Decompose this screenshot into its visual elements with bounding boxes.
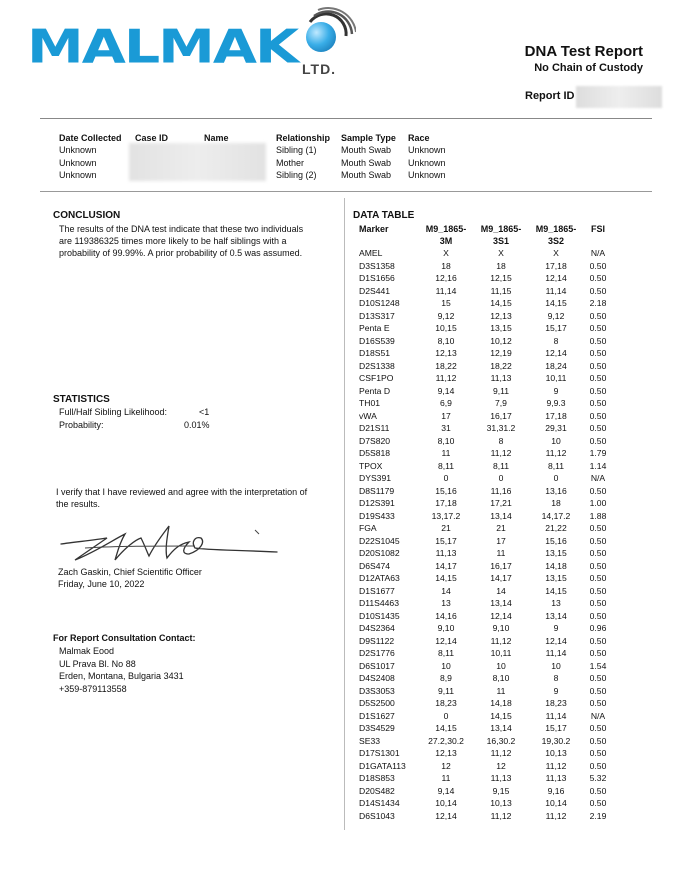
fsi-cell: 1.54: [589, 660, 607, 671]
allele-3s1-cell: 11,12: [490, 448, 512, 458]
stat-value: <1: [199, 407, 210, 417]
fsi-cell: 0.50: [589, 648, 607, 658]
contact-title: For Report Consultation Contact:: [53, 633, 196, 643]
fsi-cell: 0.50: [589, 535, 607, 546]
sample-race: Unknown: [408, 157, 446, 168]
fsi-cell: 0.50: [589, 560, 607, 571]
allele-3m-cell: 14,16: [435, 610, 457, 621]
allele-3m-cell: 12,16: [435, 273, 457, 283]
fsi-cell: 0.50: [589, 323, 607, 333]
allele-3m-cell: 12,13: [435, 748, 457, 758]
marker-cell: D5S2500: [359, 698, 395, 708]
allele-3s1-cell: 9,15: [492, 785, 510, 796]
allele-3s1-cell: 21: [496, 523, 506, 533]
marker-cell: CSF1PO: [359, 373, 394, 383]
allele-3m-cell: 15,16: [435, 485, 457, 496]
column-divider: [344, 198, 345, 830]
signer-name: Zach Gaskin, Chief Scientific Officer: [58, 567, 202, 577]
fsi-cell: 0.50: [589, 335, 607, 346]
col-case-id: Case ID: [135, 133, 169, 143]
allele-3s2-cell: 9: [553, 685, 559, 696]
allele-3s2-cell: 14,15: [545, 298, 567, 308]
stat-label: Full/Half Sibling Likelihood:: [59, 407, 168, 417]
verification-text: [56, 486, 341, 510]
sample-race: Unknown: [408, 170, 446, 180]
report-id-label: Report ID: [525, 90, 575, 102]
allele-3m-cell: 21: [441, 523, 451, 533]
allele-3s2-cell: 10,13: [545, 748, 567, 758]
fsi-cell: 0.50: [589, 398, 607, 408]
data-table-title: DATA TABLE: [353, 210, 415, 221]
allele-3s1-cell: 14,15: [490, 298, 512, 308]
allele-3s2-cell: 12,14: [545, 273, 567, 283]
allele-3s2-cell: 13,15: [545, 573, 567, 583]
col-date-collected: Date Collected: [59, 133, 122, 143]
fsi-cell: 0.50: [589, 260, 607, 271]
allele-3m-cell: 31: [441, 423, 451, 433]
allele-3s2-cell: 13: [551, 598, 561, 608]
col-name: Name: [204, 133, 229, 143]
allele-3s2-cell: 11,13: [545, 773, 567, 783]
allele-3m-cell: 11: [441, 448, 451, 458]
signer-date: Friday, June 10, 2022: [58, 579, 145, 589]
allele-3s2-cell: 11,14: [545, 648, 567, 658]
allele-3s2-cell: 11,14: [545, 710, 567, 721]
allele-3m-cell: 11,13: [435, 548, 457, 558]
allele-3m-cell: 8,9: [440, 673, 452, 683]
stat-label: Probability:: [59, 420, 104, 430]
marker-cell: D12ATA63: [359, 573, 400, 583]
allele-3s1-cell: 11,13: [490, 773, 512, 783]
allele-3m-cell: X: [443, 248, 449, 258]
col-header-line: 3S1: [492, 236, 509, 246]
allele-3m-cell: 11: [441, 773, 451, 783]
sample-relationship: Sibling (2): [276, 170, 317, 180]
samples-divider: [40, 191, 652, 192]
fsi-cell: 0.50: [589, 548, 607, 558]
fsi-cell: 0.50: [589, 348, 607, 358]
allele-3m-cell: 18,22: [435, 360, 457, 371]
allele-3m-cell: 14,15: [435, 723, 457, 733]
allele-3s2-cell: 11,12: [545, 448, 567, 458]
allele-3m-cell: 11,14: [435, 285, 457, 296]
marker-cell: D17S1301: [359, 748, 400, 758]
marker-cell: D3S4529: [359, 723, 395, 733]
allele-3s2-cell: 10: [551, 660, 561, 671]
col-sample-3m: [420, 223, 472, 247]
allele-3s2-cell: 12,14: [545, 348, 567, 358]
allele-3s2-cell: 18,23: [545, 698, 567, 708]
sample-type: Mouth Swab: [341, 157, 392, 168]
conclusion-title: CONCLUSION: [53, 210, 121, 221]
report-title: DNA Test Report: [524, 43, 643, 60]
col-fsi: FSI: [590, 224, 605, 234]
allele-3m-cell: 12: [441, 760, 451, 771]
allele-3m-cell: 0: [443, 473, 449, 483]
allele-3s1-cell: 12,14: [490, 610, 512, 621]
allele-3s1-cell: 13,15: [490, 323, 512, 333]
verify-line: I verify that I have reviewed and agree with the interpretation of: [56, 487, 308, 497]
allele-3m-cell: 18,23: [435, 698, 457, 708]
allele-3s1-cell: 8,11: [492, 460, 510, 471]
allele-3s2-cell: 15,16: [545, 535, 567, 546]
col-sample-3s1: [475, 223, 527, 247]
verify-line: the results.: [56, 499, 101, 509]
allele-3s1-cell: 8: [498, 435, 504, 446]
marker-cell: D14S1434: [359, 798, 400, 808]
allele-3s1-cell: 11,12: [490, 810, 512, 821]
allele-3s2-cell: 17,18: [545, 410, 567, 421]
allele-3m-cell: 9,11: [437, 685, 455, 696]
allele-3m-cell: 17,18: [435, 498, 457, 508]
allele-3s1-cell: 14,18: [490, 698, 512, 708]
contact-line: Erden, Montana, Bulgaria 3431: [59, 671, 184, 682]
marker-cell: D4S2408: [359, 673, 395, 683]
allele-3m-cell: 13: [441, 598, 451, 608]
allele-3s1-cell: 10,11: [490, 648, 512, 658]
allele-3s1-cell: 9,10: [492, 623, 510, 633]
statistics-title: STATISTICS: [53, 394, 110, 405]
conclusion-text: [59, 223, 339, 259]
allele-3s1-cell: 13,14: [490, 598, 512, 608]
allele-3s2-cell: 10: [551, 435, 561, 446]
allele-3s1-cell: 18,22: [490, 360, 512, 371]
sample-relationship: Mother: [276, 157, 305, 168]
fsi-cell: N/A: [590, 710, 606, 721]
allele-3s2-cell: 11,12: [545, 760, 567, 771]
fsi-cell: 0.50: [589, 523, 607, 533]
company-logo: MALMAK: [27, 19, 298, 75]
allele-3m-cell: 0: [443, 710, 449, 721]
fsi-cell: 0.50: [589, 435, 607, 446]
fsi-cell: 0.50: [589, 760, 607, 771]
fsi-cell: 0.50: [589, 785, 607, 796]
allele-3s2-cell: 15,17: [545, 323, 567, 333]
marker-cell: D7S820: [359, 435, 391, 446]
marker-cell: AMEL: [359, 248, 383, 258]
allele-3s1-cell: 8,10: [492, 673, 510, 683]
fsi-cell: 0.50: [589, 798, 607, 808]
fsi-cell: 0.50: [589, 285, 607, 296]
allele-3s1-cell: X: [498, 248, 504, 258]
allele-3m-cell: 10,14: [435, 798, 457, 808]
allele-3s2-cell: 14,17.2: [541, 510, 571, 521]
marker-cell: D16S539: [359, 335, 395, 346]
marker-cell: TH01: [359, 398, 381, 408]
allele-3s1-cell: 12: [496, 760, 506, 771]
conclusion-line: The results of the DNA test indicate that these two individuals: [59, 224, 304, 234]
marker-cell: D2S441: [359, 285, 391, 296]
fsi-cell: 2.18: [589, 298, 607, 308]
allele-3s2-cell: 19,30.2: [541, 735, 571, 746]
fsi-cell: 0.50: [589, 673, 607, 683]
allele-3s2-cell: 13,15: [545, 548, 567, 558]
allele-3s2-cell: X: [553, 248, 559, 258]
allele-3m-cell: 14: [441, 585, 451, 596]
col-sample-type: Sample Type: [341, 133, 396, 143]
allele-3s2-cell: 14,18: [545, 560, 567, 571]
fsi-cell: 1.88: [589, 510, 607, 521]
allele-3m-cell: 8,11: [437, 648, 455, 658]
marker-cell: D3S1358: [359, 260, 395, 271]
marker-cell: D10S1435: [359, 610, 400, 621]
marker-cell: FGA: [359, 523, 377, 533]
allele-3s1-cell: 11,16: [490, 485, 512, 496]
allele-3s2-cell: 8,11: [547, 460, 565, 471]
fsi-cell: 0.50: [589, 735, 607, 746]
redacted-identity: [129, 143, 266, 181]
allele-3m-cell: 8,11: [437, 460, 455, 471]
fsi-cell: 0.50: [589, 573, 607, 583]
allele-3m-cell: 9,14: [437, 785, 455, 796]
allele-3s1-cell: 11: [496, 548, 506, 558]
logo-suffix: LTD.: [302, 61, 337, 77]
marker-cell: D1S1627: [359, 710, 395, 721]
allele-3s1-cell: 18: [496, 260, 506, 271]
allele-3s1-cell: 10,13: [490, 798, 512, 808]
allele-3s2-cell: 8: [553, 335, 559, 346]
allele-3m-cell: 17: [441, 410, 451, 421]
fsi-cell: 1.79: [589, 448, 607, 458]
fsi-cell: 5.32: [589, 773, 607, 783]
marker-cell: D4S2364: [359, 623, 395, 633]
allele-3s1-cell: 16,17: [490, 560, 512, 571]
allele-3s1-cell: 31,31.2: [486, 423, 516, 433]
allele-3m-cell: 12,14: [435, 810, 457, 821]
marker-cell: SE33: [359, 735, 381, 746]
fsi-cell: 0.50: [589, 748, 607, 758]
allele-3s2-cell: 15,17: [545, 723, 567, 733]
allele-3s1-cell: 11,13: [490, 373, 512, 383]
report-subtitle: No Chain of Custody: [534, 62, 643, 74]
allele-3s1-cell: 13,14: [490, 510, 512, 521]
fsi-cell: 0.50: [589, 273, 607, 283]
fsi-cell: 0.50: [589, 685, 607, 696]
allele-3s1-cell: 12,15: [490, 273, 512, 283]
allele-3s1-cell: 17,21: [490, 498, 512, 508]
contact-line: +359-879113558: [59, 683, 127, 694]
fsi-cell: 0.50: [589, 310, 607, 321]
allele-3s1-cell: 10,12: [490, 335, 512, 346]
allele-3s1-cell: 17: [496, 535, 506, 546]
fsi-cell: 0.50: [589, 698, 607, 708]
conclusion-line: probability of 99.99%. A prior probability of 0.5 was assumed.: [59, 248, 303, 258]
col-header-line: 3M: [439, 236, 453, 246]
marker-cell: D18S853: [359, 773, 395, 783]
marker-cell: DYS391: [359, 473, 392, 483]
allele-3m-cell: 14,17: [435, 560, 457, 571]
marker-cell: D9S1122: [359, 635, 395, 646]
allele-3s2-cell: 9,16: [547, 785, 565, 796]
fsi-cell: N/A: [590, 473, 606, 483]
fsi-cell: 0.50: [589, 635, 607, 646]
allele-3s1-cell: 11,15: [490, 285, 512, 296]
marker-cell: D2S1338: [359, 360, 395, 371]
sample-date: Unknown: [59, 145, 97, 155]
allele-3m-cell: 6,9: [440, 398, 452, 408]
allele-3m-cell: 12,14: [435, 635, 457, 646]
fsi-cell: N/A: [590, 248, 606, 258]
marker-cell: D10S1248: [359, 298, 400, 308]
marker-cell: D5S818: [359, 448, 391, 458]
allele-3s2-cell: 18: [551, 498, 561, 508]
marker-cell: D2S1776: [359, 648, 395, 658]
marker-cell: D19S433: [359, 510, 395, 521]
allele-3s2-cell: 9,12: [547, 310, 565, 321]
contact-details: [59, 645, 184, 695]
allele-3s2-cell: 9,9.3: [546, 398, 566, 408]
fsi-cell: 2.19: [589, 810, 607, 821]
sample-date: Unknown: [59, 170, 97, 180]
allele-3s1-cell: 7,9: [495, 398, 507, 408]
col-relationship: Relationship: [276, 133, 331, 143]
fsi-cell: 0.50: [589, 610, 607, 621]
allele-3s2-cell: 10,11: [545, 373, 567, 383]
fsi-cell: 0.50: [589, 385, 607, 396]
allele-3m-cell: 9,10: [437, 623, 455, 633]
col-header-line: 3S2: [547, 236, 564, 246]
fsi-cell: 1.00: [589, 498, 607, 508]
allele-3s2-cell: 29,31: [545, 423, 567, 433]
allele-3s2-cell: 9: [553, 623, 559, 633]
allele-3m-cell: 27.2,30.2: [428, 735, 464, 746]
allele-3s1-cell: 11: [496, 685, 506, 696]
allele-3m-cell: 9,12: [437, 310, 455, 321]
allele-3s2-cell: 14,15: [545, 585, 567, 596]
allele-3m-cell: 15: [441, 298, 451, 308]
allele-3s2-cell: 8: [553, 673, 559, 683]
allele-3s2-cell: 21,22: [545, 523, 567, 533]
allele-3s1-cell: 12,19: [490, 348, 512, 358]
allele-3s1-cell: 14: [496, 585, 506, 596]
marker-cell: D3S3053: [359, 685, 395, 696]
allele-3m-cell: 10: [441, 660, 451, 671]
allele-3m-cell: 12,13: [435, 348, 457, 358]
allele-3s1-cell: 10: [496, 660, 506, 671]
marker-cell: D20S1082: [359, 548, 400, 558]
marker-cell: D12S391: [359, 498, 395, 508]
allele-3s2-cell: 9: [553, 385, 559, 396]
allele-3m-cell: 10,15: [435, 323, 457, 333]
allele-3m-cell: 9,14: [437, 385, 455, 396]
marker-cell: D13S317: [359, 310, 395, 321]
marker-cell: D20S482: [359, 785, 395, 796]
col-header-line: M9_1865-: [535, 224, 577, 234]
marker-cell: D18S51: [359, 348, 391, 358]
marker-cell: D6S1043: [359, 810, 395, 821]
allele-3s1-cell: 16,17: [490, 410, 512, 421]
allele-3s1-cell: 0: [498, 473, 504, 483]
marker-cell: Penta D: [359, 385, 391, 396]
fsi-cell: 0.50: [589, 485, 607, 496]
sample-date: Unknown: [59, 157, 97, 168]
allele-3s2-cell: 18,24: [545, 360, 567, 371]
fsi-cell: 0.50: [589, 598, 607, 608]
allele-3s1-cell: 11,12: [490, 635, 512, 646]
allele-3m-cell: 8,10: [437, 335, 455, 346]
fsi-cell: 1.14: [589, 460, 607, 471]
allele-3s1-cell: 11,12: [490, 748, 512, 758]
logo-globe-icon: [306, 22, 336, 52]
marker-cell: D11S4463: [359, 598, 399, 608]
allele-3s2-cell: 10,14: [545, 798, 567, 808]
col-header-line: M9_1865-: [480, 224, 522, 234]
allele-3s1-cell: 14,17: [490, 573, 512, 583]
allele-3m-cell: 11,12: [435, 373, 457, 383]
marker-cell: D1GATA113: [359, 760, 406, 771]
allele-3s2-cell: 11,14: [545, 285, 567, 296]
marker-cell: D6S1017: [359, 660, 395, 671]
fsi-cell: 0.50: [589, 410, 607, 421]
marker-cell: D1S1677: [359, 585, 395, 596]
sample-race: Unknown: [408, 145, 446, 155]
fsi-cell: 0.50: [589, 423, 607, 433]
allele-3m-cell: 18: [441, 260, 451, 271]
marker-cell: Penta E: [359, 323, 390, 333]
conclusion-line: are 119386325 times more likely to be half siblings with a: [59, 236, 287, 246]
col-race: Race: [408, 133, 430, 143]
marker-cell: D21S11: [359, 423, 390, 433]
contact-line: Malmak Eood: [59, 646, 115, 656]
signature-image: [55, 520, 285, 564]
marker-cell: TPOX: [359, 460, 383, 471]
marker-cell: vWA: [359, 410, 377, 421]
stat-value: 0.01%: [184, 420, 210, 430]
allele-3m-cell: 8,10: [437, 435, 455, 446]
marker-cell: D6S474: [359, 560, 391, 571]
allele-3s2-cell: 17,18: [545, 260, 567, 271]
allele-3s1-cell: 12,13: [490, 310, 512, 321]
allele-3m-cell: 14,15: [435, 573, 457, 583]
allele-3s1-cell: 16,30.2: [486, 735, 516, 746]
allele-3m-cell: 13,17.2: [431, 510, 461, 521]
marker-cell: D22S1045: [359, 535, 400, 546]
header-divider: [40, 118, 652, 119]
fsi-cell: 0.50: [589, 360, 607, 371]
col-header-line: M9_1865-: [425, 224, 467, 234]
marker-cell: D1S1656: [359, 273, 395, 283]
allele-3s2-cell: 12,14: [545, 635, 567, 646]
fsi-cell: 0.96: [589, 623, 607, 633]
report-id-redacted: [576, 86, 662, 108]
allele-3s2-cell: 11,12: [545, 810, 567, 821]
col-sample-3s2: [530, 223, 582, 247]
fsi-cell: 0.50: [589, 723, 607, 733]
allele-3m-cell: 15,17: [435, 535, 457, 546]
sample-type: Mouth Swab: [341, 145, 392, 155]
allele-3s1-cell: 9,11: [492, 385, 510, 396]
fsi-cell: 0.50: [589, 373, 607, 383]
col-marker: Marker: [359, 224, 389, 234]
marker-cell: D8S1179: [359, 485, 395, 496]
fsi-cell: 0.50: [589, 585, 607, 596]
sample-type: Mouth Swab: [341, 170, 392, 180]
allele-3s2-cell: 13,14: [545, 610, 567, 621]
sample-relationship: Sibling (1): [276, 145, 317, 155]
allele-3s1-cell: 14,15: [490, 710, 512, 721]
allele-3s2-cell: 0: [553, 473, 559, 483]
contact-line: UL Prava Bl. No 88: [59, 658, 136, 669]
allele-3s1-cell: 13,14: [490, 723, 512, 733]
allele-3s2-cell: 13,16: [545, 485, 567, 496]
